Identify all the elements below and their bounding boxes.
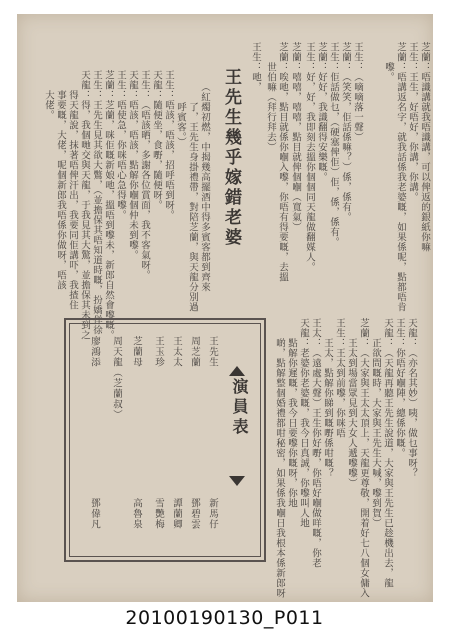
- cast-role: 王玉珍: [153, 336, 164, 368]
- top-dialogue-line: 芝蘭：（笑笑，佢話係嘛？）係，係有。: [340, 42, 351, 222]
- middle-dialogue-line: 王生：王先生見其欲大鷩，（並擔保其唔知道時嘅，扮嬌佯徐: [91, 70, 102, 336]
- cast-role: 芝蘭母: [131, 336, 142, 368]
- middle-dialogue-line: 王生：唔使急，你咪唔心急得嚟。: [115, 70, 126, 220]
- image-caption: 20100190130_P011: [125, 607, 324, 629]
- scene-title: 王先生幾乎嫁錯老婆: [221, 68, 241, 248]
- middle-dialogue-line: 得天龍說，抹著唔俾汗出，我要同佢講吓，我揸住: [67, 70, 78, 310]
- middle-dialogue-line: 王生：（唔該晒，多謝各位賞面，我不客氣呀。: [139, 70, 150, 280]
- middle-dialogue-line: 呼賓客。）: [175, 82, 186, 148]
- middle-dialogue-line: 事要嘅，大佬，呢個新郎我唔係你做呀，唔該: [55, 70, 66, 290]
- cast-role: 王先生: [207, 336, 218, 368]
- middle-dialogue-line: （紅燭初燃，中揭幾高擺酒中得多賓客都到齊來: [199, 82, 210, 292]
- middle-dialogue-line: 王生：唔該，唔該，招呼唔到呀。: [163, 70, 174, 220]
- middle-dialogue-line: 芝蘭：芝蘭，咪佢嘅新娘吔，搵唔到嚟未，新郎自然會嚟嘅。: [103, 70, 114, 340]
- right-dialogue-line: 王太到場當眾見到大女人遞嚟嚟）: [346, 318, 357, 488]
- right-dialogue-line: 啲，點解整個婚禮都咁秘密，如果係我嗰日我根本係新郎呀: [274, 318, 285, 598]
- triangle-up-icon: [229, 366, 245, 376]
- right-dialogue-line: 點解你遲嘅，我今日要嚟你嘅呀，你地: [286, 318, 297, 508]
- top-dialogue-line: 芝蘭：唉吔，點目就係你嗰入嚟，你唔有得要嘅，去搵: [277, 42, 288, 282]
- cast-actor: 譚蘭卿: [171, 498, 182, 530]
- right-dialogue-line: 天龍：（亦名其妙）咦，做乜事呀？: [406, 318, 417, 478]
- middle-dialogue-line: 天龍：得，我個哋交與天龍，于我見其大驚，並擔保其未到之: [79, 70, 90, 340]
- right-dialogue-line: 天龍：老婆你老婆嘅，我今日真誠，你嚟叫人地: [298, 318, 309, 528]
- top-dialogue-line: 王生：佢話做乜，（硬塞俾佢）佢，係，係有。: [328, 42, 339, 248]
- triangle-down-icon: [229, 476, 245, 486]
- top-dialogue-line: 芝蘭：嘻嘻，嘻嘻，點目就俾個嗰（寬氣）: [290, 42, 301, 232]
- top-dialogue-line: 世伯嘛（拜行拜去）: [265, 42, 276, 152]
- cast-role: 王太太: [171, 336, 182, 368]
- right-dialogue-line: 王生：你唔好嗰陣，總係你嘅。: [394, 318, 405, 458]
- middle-dialogue-line: 天龍：唔該，唔該，點解你嗰個仲未到嚟。: [127, 70, 138, 260]
- cast-actor: 高魯泉: [131, 498, 142, 530]
- right-dialogue-line: 王生：王太到前嚟，你咪唔: [334, 318, 345, 438]
- top-dialogue-line: 王生：吔，: [250, 42, 261, 92]
- cast-role: 周芝蘭: [189, 336, 200, 368]
- top-dialogue-line: 王生：王生，好唔好，你講，你講。: [407, 42, 418, 202]
- top-dialogue-line: 嚟。: [383, 42, 394, 82]
- cast-role: 廖鴻添: [89, 336, 100, 368]
- cast-actor: 鄧偉凡: [89, 498, 100, 530]
- right-dialogue-line: 王太，點解你睇到嘅嘢係咁嘅？: [322, 318, 333, 478]
- cast-role: 周天龍（芝蘭叔）: [111, 336, 122, 420]
- right-dialogue-line: 天龍：（天龍再聽王先生說道，大家與王先生已趁機出去，龍: [382, 318, 393, 588]
- right-dialogue-line: 正欲問嘅時，大家與王先生大喊，嚟到賀）: [370, 318, 381, 528]
- right-dialogue-line: 芝蘭：（大家與王太太頂上，天龍更尊敬，開着好七八個女傭入: [358, 318, 369, 598]
- top-dialogue-line: 王生：（嘀嘀落一聲）: [352, 42, 363, 142]
- cast-actor: 新馬仔: [207, 498, 218, 530]
- middle-dialogue-line: 大佬。: [43, 70, 54, 120]
- top-dialogue-line: 王生：好，好，我即刻去搵你個個同天龍做翻媒人。: [304, 42, 315, 272]
- cast-actor: 雪艷梅: [153, 498, 164, 530]
- top-dialogue-line: 芝蘭：好好，我識翻得安樂嘅。: [316, 42, 327, 182]
- top-dialogue-line: 芝蘭：唔講返名字，就我話係我老婆嘅，如果係呢，點都唔肯: [395, 42, 406, 312]
- cast-title: 演員表: [230, 378, 249, 438]
- right-dialogue-line: 王太：（遠處大聲）王生你好嘢，你唔好嗰做咩嘅，你老: [310, 318, 321, 568]
- top-dialogue-line: 芝蘭：唔識講就我唔識講，可以俾返的銀紙你嘛: [419, 42, 430, 252]
- middle-dialogue-line: 天龍：隨便坐，食嘢，隨便呀。: [151, 70, 162, 210]
- middle-dialogue-line: 了，王先生身掛禮帶，對陪芝蘭，與天龍分別過: [187, 82, 198, 312]
- cast-actor: 鄧碧雲: [189, 498, 200, 530]
